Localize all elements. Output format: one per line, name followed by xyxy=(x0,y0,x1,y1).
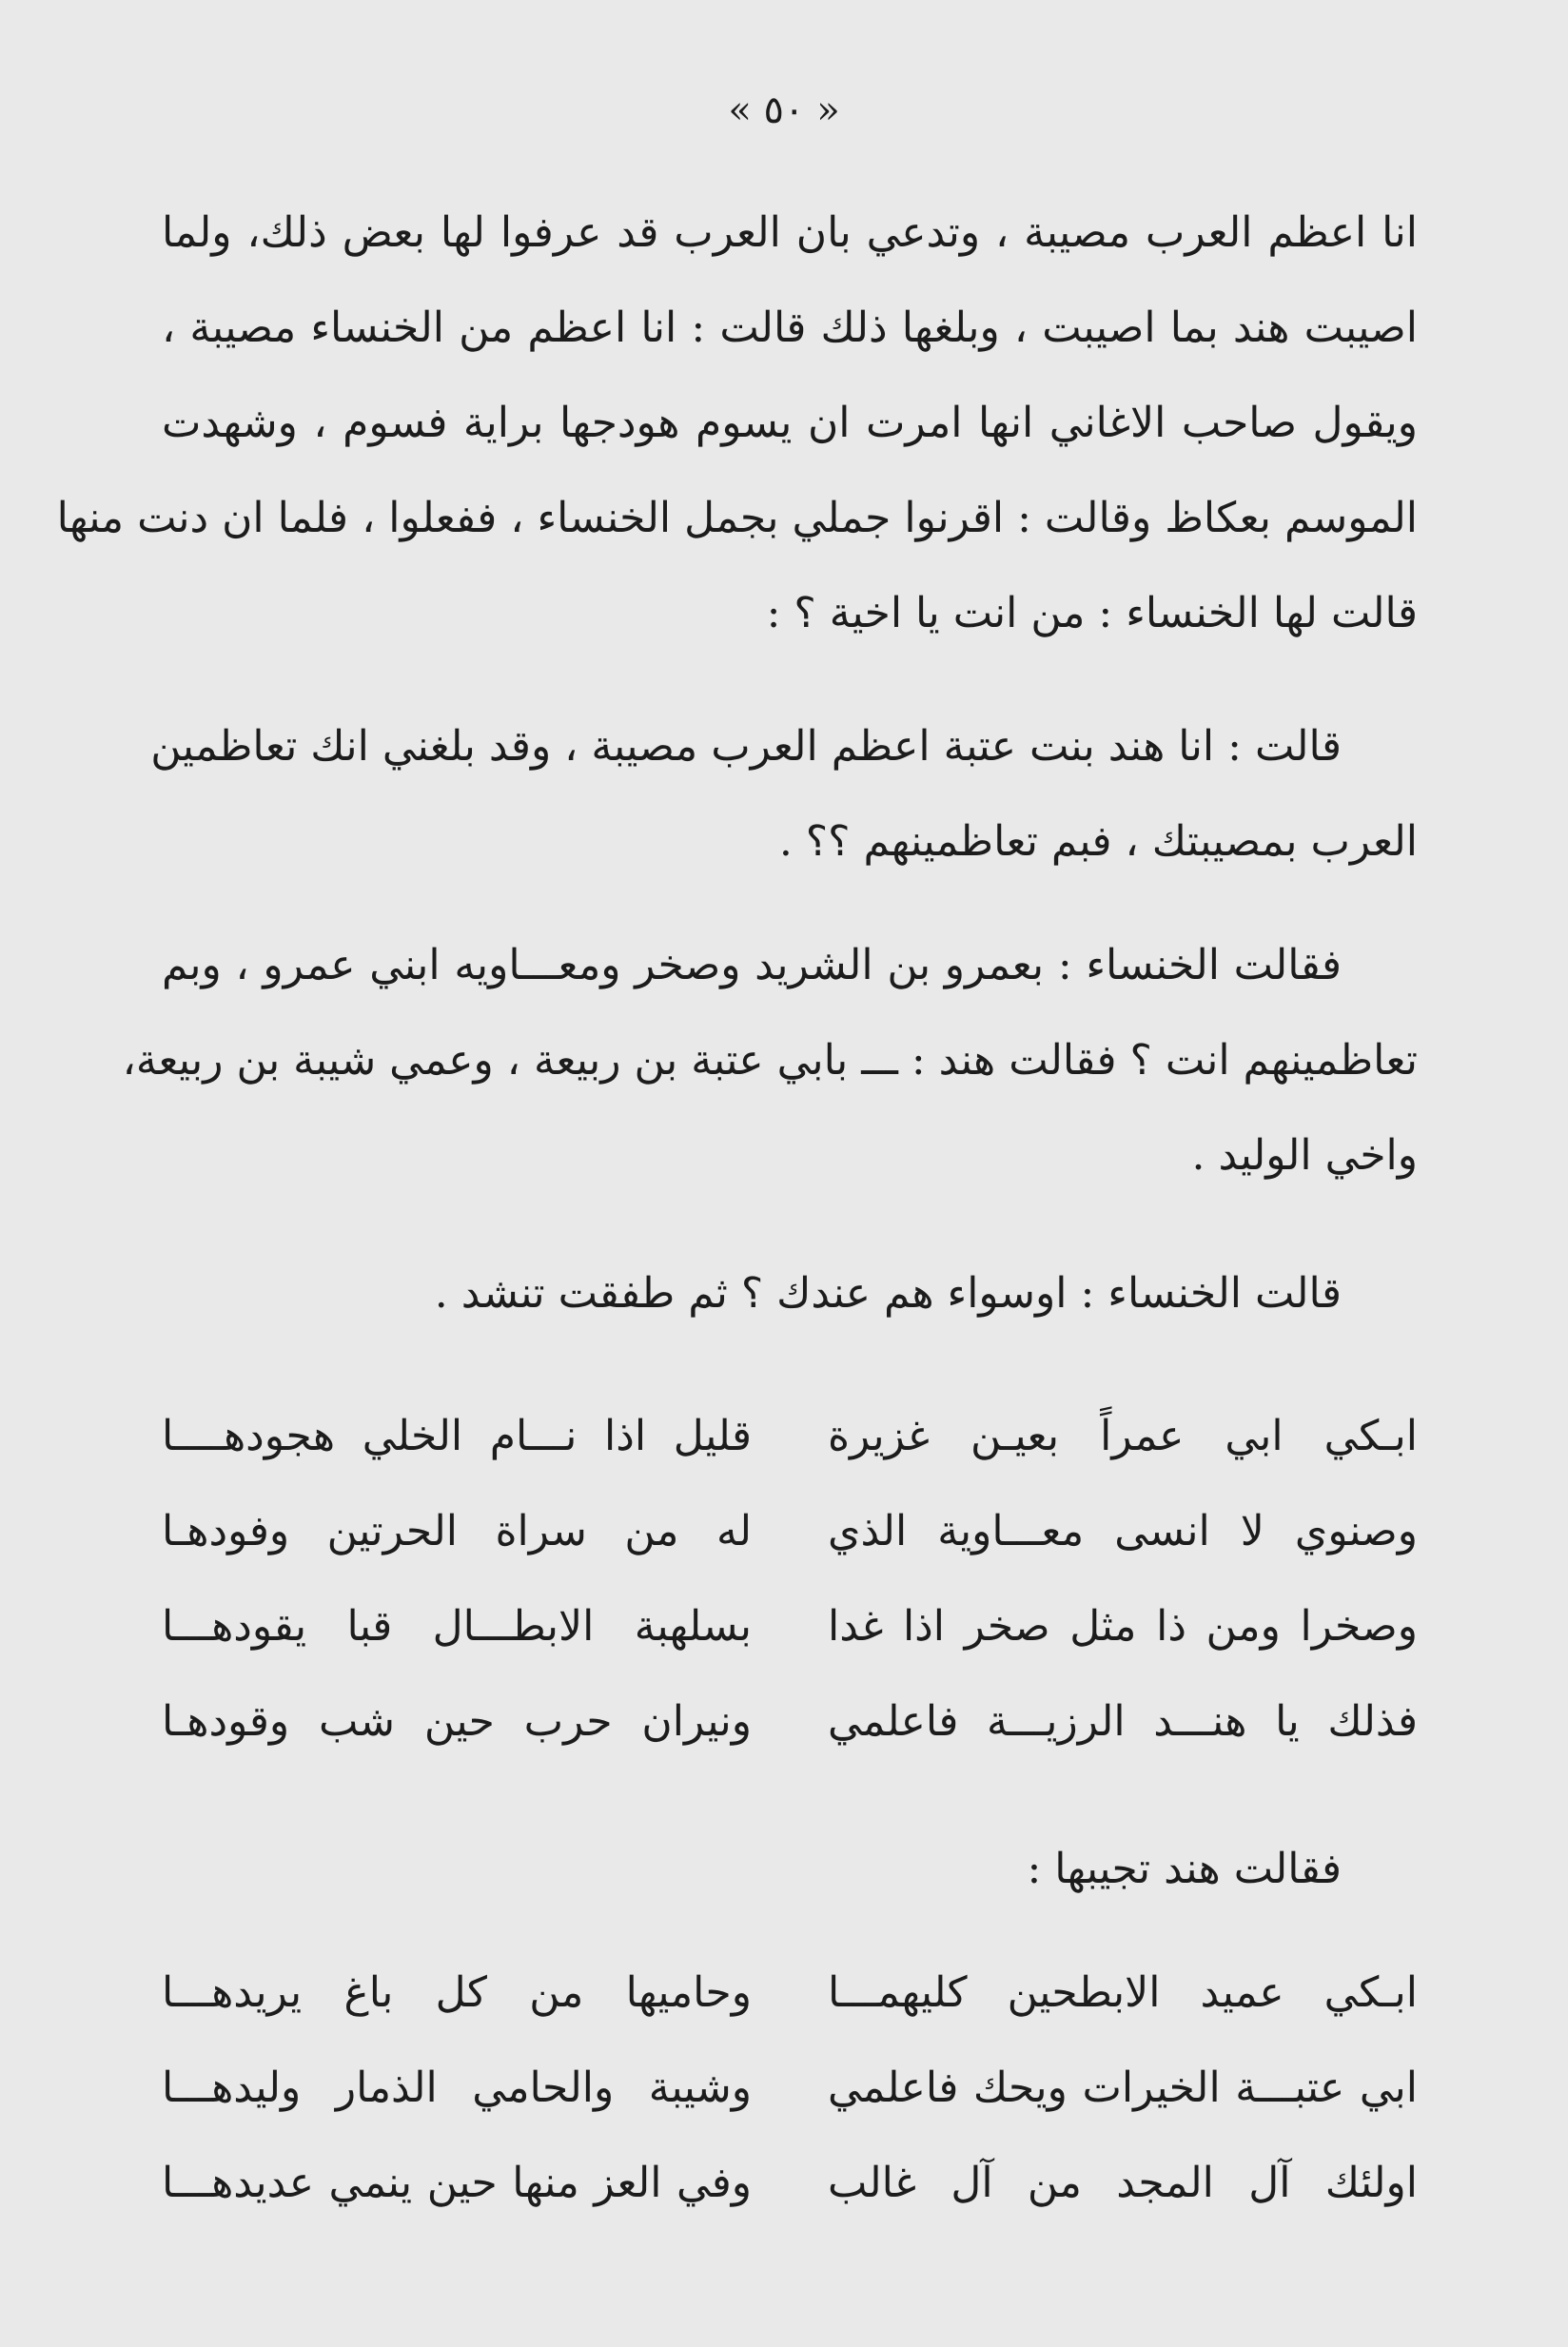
text-line: انا اعظم العرب مصيبة ، وتدعي بان العرب قد عرفوا لها بعض ذلك، ولما xyxy=(162,208,1418,257)
verse-second-hemistich: وحاميها من كل باغ يريدهـــا xyxy=(162,1968,752,2017)
khansa-intro: قالت الخنساء : اوسواء هم عندك ؟ ثم طفقت تنشد . xyxy=(434,1269,1342,1318)
verse-first-hemistich: وصخرا ومن ذا مثل صخر اذا غدا xyxy=(828,1602,1418,1651)
verse-first-hemistich: ابي عتبـــة الخيرات ويحك فاعلمي xyxy=(828,2063,1418,2112)
verse-second-hemistich: بسلهبة الابطـــال قبا يقودهـــا xyxy=(162,1602,752,1651)
verse-second-hemistich: له من سراة الحرتين وفودهـا xyxy=(162,1507,752,1555)
text-line: فقالت الخنساء : بعمرو بن الشريد وصخر ومعـــاويه ابني عمرو ، وبم xyxy=(162,941,1342,989)
text-line: قالت لها الخنساء : من انت يا اخية ؟ : xyxy=(766,589,1418,637)
verse-line xyxy=(162,2136,1418,2231)
verse-line xyxy=(162,2041,1418,2136)
paragraph-2 xyxy=(150,699,1418,890)
khansa-poem xyxy=(162,1389,1418,1770)
verse-line xyxy=(162,1674,1418,1770)
text-line: قالت : انا هند بنت عتبة اعظم العرب مصيبة ، وقد بلغني انك تعاظمين xyxy=(150,722,1342,771)
text-line: ويقول صاحب الاغاني انها امرت ان يسوم هودجها براية فسوم ، وشهدت xyxy=(162,399,1418,447)
paragraph-1 xyxy=(56,186,1418,661)
hind-intro: فقالت هند تجيبها : xyxy=(1027,1845,1342,1893)
verse-second-hemistich: ونيران حرب حين شب وقودهـا xyxy=(162,1697,752,1746)
text-line: اصيبت هند بما اصيبت ، وبلغها ذلك قالت : انا اعظم من الخنساء مصيبة ، xyxy=(162,303,1418,352)
verse-line xyxy=(162,1484,1418,1579)
verse-first-hemistich: ابـكي عميد الابطحين كليهمـــا xyxy=(828,1968,1418,2017)
text-line: العرب بمصيبتك ، فبم تعاظمينهم ؟؟ . xyxy=(778,817,1418,866)
verse-first-hemistich: وصنوي لا انسى معـــاوية الذي xyxy=(828,1507,1418,1555)
verse-second-hemistich: وشيبة والحامي الذمار وليدهـــا xyxy=(162,2063,752,2112)
verse-first-hemistich: فذلك يا هنـــد الرزيـــة فاعلمي xyxy=(828,1697,1418,1746)
paragraph-3 xyxy=(122,918,1418,1203)
verse-line xyxy=(162,1579,1418,1674)
verse-second-hemistich: وفي العز منها حين ينمي عديدهـــا xyxy=(162,2159,752,2207)
text-line: تعاظمينهم انت ؟ فقالت هند : ـــ بابي عتبة بن ربيعة ، وعمي شيبة بن ربيعة، xyxy=(122,1036,1418,1085)
verse-first-hemistich: اولئك آل المجد من آل غالب xyxy=(828,2159,1418,2207)
hind-poem xyxy=(162,1946,1418,2231)
verse-first-hemistich: ابـكي ابي عمراً بعيـن غزيرة xyxy=(828,1412,1418,1460)
page-number: « ٥٠ » xyxy=(728,88,840,132)
text-line: الموسم بعكاظ وقالت : اقرنوا جملي بجمل الخنساء ، ففعلوا ، فلما ان دنت منها xyxy=(56,494,1418,542)
verse-line xyxy=(162,1946,1418,2041)
verse-second-hemistich: قليل اذا نـــام الخلي هجودهــــا xyxy=(162,1412,752,1460)
text-line: واخي الوليد . xyxy=(1191,1131,1418,1180)
verse-line xyxy=(162,1389,1418,1484)
